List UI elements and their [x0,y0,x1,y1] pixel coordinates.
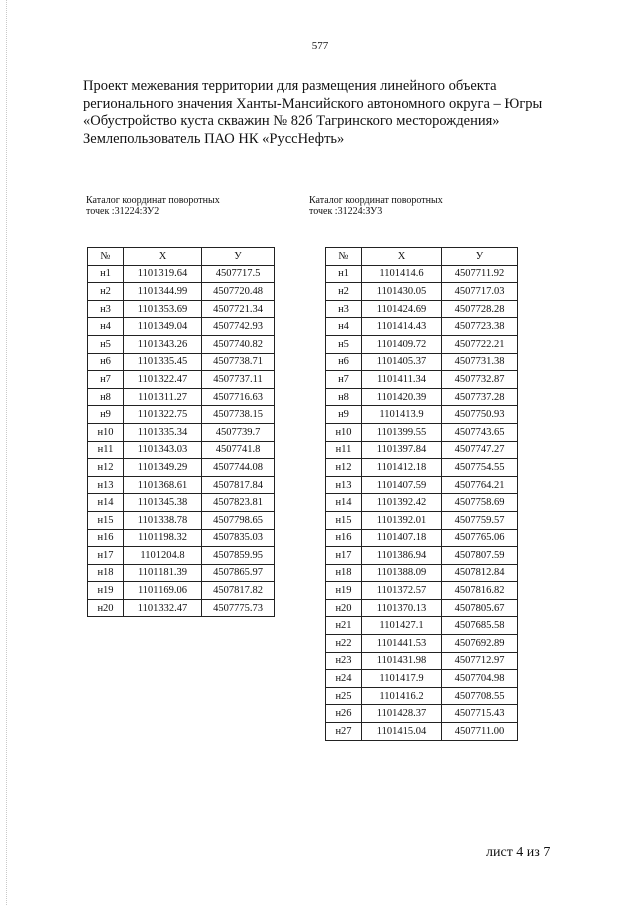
y-coordinate-cell: 4507750.93 [442,406,518,424]
x-coordinate-cell: 1101335.45 [124,353,202,371]
point-number-cell: н5 [326,335,362,353]
table-row [88,494,275,512]
point-number-cell: н9 [88,406,124,424]
x-coordinate-cell: 1101414.43 [362,318,442,336]
header-y: У [442,248,518,266]
x-coordinate-cell: 1101372.57 [362,582,442,600]
point-number-cell: н7 [88,371,124,389]
point-number-cell: н18 [326,564,362,582]
x-coordinate-cell: 1101424.69 [362,300,442,318]
x-coordinate-cell: 1101198.32 [124,529,202,547]
x-coordinate-cell: 1101322.75 [124,406,202,424]
y-coordinate-cell: 4507798.65 [202,511,275,529]
y-coordinate-cell: 4507737.11 [202,371,275,389]
table-row [88,476,275,494]
table-row [88,318,275,336]
y-coordinate-cell: 4507685.58 [442,617,518,635]
point-number-cell: н12 [326,459,362,477]
table-row [326,265,518,283]
table-row [88,564,275,582]
table-row [326,353,518,371]
y-coordinate-cell: 4507708.55 [442,687,518,705]
table-row [326,547,518,565]
point-number-cell: н10 [326,423,362,441]
x-coordinate-cell: 1101411.34 [362,371,442,389]
point-number-cell: н24 [326,670,362,688]
coordinates-table-zu2 [87,247,275,617]
y-coordinate-cell: 4507692.89 [442,635,518,653]
y-coordinate-cell: 4507758.69 [442,494,518,512]
point-number-cell: н1 [88,265,124,283]
caption-line: Каталог координат поворотных [86,195,220,206]
x-coordinate-cell: 1101420.39 [362,388,442,406]
table-header-row [88,248,275,266]
x-coordinate-cell: 1101386.94 [362,547,442,565]
table-row [326,388,518,406]
y-coordinate-cell: 4507805.67 [442,599,518,617]
y-coordinate-cell: 4507816.82 [442,582,518,600]
table-row [326,723,518,741]
point-number-cell: н13 [88,476,124,494]
y-coordinate-cell: 4507711.92 [442,265,518,283]
y-coordinate-cell: 4507817.84 [202,476,275,494]
header-x: X [124,248,202,266]
y-coordinate-cell: 4507738.71 [202,353,275,371]
table-row [88,441,275,459]
table-row [88,353,275,371]
y-coordinate-cell: 4507742.93 [202,318,275,336]
x-coordinate-cell: 1101431.98 [362,652,442,670]
table-row [326,670,518,688]
x-coordinate-cell: 1101338.78 [124,511,202,529]
x-coordinate-cell: 1101413.9 [362,406,442,424]
header-number: № [88,248,124,266]
point-number-cell: н16 [88,529,124,547]
table-row [326,511,518,529]
table-row [88,300,275,318]
table-row [326,617,518,635]
point-number-cell: н14 [88,494,124,512]
x-coordinate-cell: 1101349.29 [124,459,202,477]
x-coordinate-cell: 1101407.18 [362,529,442,547]
point-number-cell: н26 [326,705,362,723]
title-line: Проект межевания территории для размещения линейного объекта [83,78,497,94]
y-coordinate-cell: 4507743.65 [442,423,518,441]
y-coordinate-cell: 4507812.84 [442,564,518,582]
y-coordinate-cell: 4507728.28 [442,300,518,318]
catalog-caption-zu3 [309,195,443,217]
table-row [326,635,518,653]
document-title [83,78,603,148]
caption-line: точек :31224:ЗУ2 [86,206,160,217]
table-row [88,529,275,547]
point-number-cell: н5 [88,335,124,353]
point-number-cell: н21 [326,617,362,635]
y-coordinate-cell: 4507744.08 [202,459,275,477]
point-number-cell: н10 [88,423,124,441]
y-coordinate-cell: 4507765.06 [442,529,518,547]
point-number-cell: н16 [326,529,362,547]
y-coordinate-cell: 4507740.82 [202,335,275,353]
y-coordinate-cell: 4507715.43 [442,705,518,723]
point-number-cell: н6 [88,353,124,371]
table-header-row [326,248,518,266]
x-coordinate-cell: 1101343.26 [124,335,202,353]
y-coordinate-cell: 4507720.48 [202,283,275,301]
point-number-cell: н11 [88,441,124,459]
scan-edge [6,0,8,905]
x-coordinate-cell: 1101430.05 [362,283,442,301]
table-row [326,423,518,441]
title-line: «Обустройство куста скважин № 82б Тагринского месторождения» [83,113,500,129]
y-coordinate-cell: 4507747.27 [442,441,518,459]
x-coordinate-cell: 1101344.99 [124,283,202,301]
header-y: У [202,248,275,266]
point-number-cell: н20 [88,599,124,617]
x-coordinate-cell: 1101204.8 [124,547,202,565]
y-coordinate-cell: 4507721.34 [202,300,275,318]
caption-line: Каталог координат поворотных [309,195,443,206]
point-number-cell: н27 [326,723,362,741]
y-coordinate-cell: 4507775.73 [202,599,275,617]
point-number-cell: н8 [88,388,124,406]
table-row [326,705,518,723]
point-number-cell: н15 [88,511,124,529]
caption-line: точек :31224:ЗУ3 [309,206,383,217]
point-number-cell: н19 [326,582,362,600]
point-number-cell: н12 [88,459,124,477]
point-number-cell: н19 [88,582,124,600]
point-number-cell: н1 [326,265,362,283]
y-coordinate-cell: 4507722.21 [442,335,518,353]
y-coordinate-cell: 4507731.38 [442,353,518,371]
x-coordinate-cell: 1101414.6 [362,265,442,283]
point-number-cell: н8 [326,388,362,406]
y-coordinate-cell: 4507759.57 [442,511,518,529]
point-number-cell: н20 [326,599,362,617]
point-number-cell: н3 [326,300,362,318]
point-number-cell: н13 [326,476,362,494]
table-row [326,476,518,494]
table-row [326,564,518,582]
table-row [326,652,518,670]
x-coordinate-cell: 1101368.61 [124,476,202,494]
x-coordinate-cell: 1101181.39 [124,564,202,582]
table-row [326,529,518,547]
point-number-cell: н6 [326,353,362,371]
table-row [88,283,275,301]
table-row [88,335,275,353]
coordinates-table-zu3 [325,247,518,741]
x-coordinate-cell: 1101412.18 [362,459,442,477]
y-coordinate-cell: 4507717.03 [442,283,518,301]
x-coordinate-cell: 1101332.47 [124,599,202,617]
point-number-cell: н4 [326,318,362,336]
x-coordinate-cell: 1101345.38 [124,494,202,512]
y-coordinate-cell: 4507732.87 [442,371,518,389]
x-coordinate-cell: 1101428.37 [362,705,442,723]
table-row [326,335,518,353]
y-coordinate-cell: 4507738.15 [202,406,275,424]
x-coordinate-cell: 1101399.55 [362,423,442,441]
header-x: X [362,248,442,266]
y-coordinate-cell: 4507723.38 [442,318,518,336]
y-coordinate-cell: 4507823.81 [202,494,275,512]
x-coordinate-cell: 1101407.59 [362,476,442,494]
x-coordinate-cell: 1101343.03 [124,441,202,459]
x-coordinate-cell: 1101417.9 [362,670,442,688]
point-number-cell: н15 [326,511,362,529]
x-coordinate-cell: 1101322.47 [124,371,202,389]
title-line: Землепользователь ПАО НК «РуссНефть» [83,130,345,147]
x-coordinate-cell: 1101392.42 [362,494,442,512]
table-row [326,441,518,459]
table-row [326,494,518,512]
point-number-cell: н2 [326,283,362,301]
table-row [88,511,275,529]
y-coordinate-cell: 4507711.00 [442,723,518,741]
table-row [326,687,518,705]
table-row [88,371,275,389]
x-coordinate-cell: 1101311.27 [124,388,202,406]
table-row [326,599,518,617]
table-row [88,265,275,283]
y-coordinate-cell: 4507865.97 [202,564,275,582]
y-coordinate-cell: 4507741.8 [202,441,275,459]
y-coordinate-cell: 4507704.98 [442,670,518,688]
x-coordinate-cell: 1101388.09 [362,564,442,582]
x-coordinate-cell: 1101415.04 [362,723,442,741]
point-number-cell: н14 [326,494,362,512]
x-coordinate-cell: 1101319.64 [124,265,202,283]
table-row [326,459,518,477]
page-number: 577 [311,40,329,52]
y-coordinate-cell: 4507737.28 [442,388,518,406]
point-number-cell: н17 [88,547,124,565]
table-row [88,388,275,406]
point-number-cell: н22 [326,635,362,653]
y-coordinate-cell: 4507712.97 [442,652,518,670]
point-number-cell: н17 [326,547,362,565]
header-number: № [326,248,362,266]
y-coordinate-cell: 4507754.55 [442,459,518,477]
table-row [88,547,275,565]
x-coordinate-cell: 1101169.06 [124,582,202,600]
table-row [88,459,275,477]
table-row [88,599,275,617]
sheet-counter: лист 4 из 7 [486,845,551,860]
x-coordinate-cell: 1101370.13 [362,599,442,617]
point-number-cell: н9 [326,406,362,424]
y-coordinate-cell: 4507764.21 [442,476,518,494]
title-line: регионального значения Ханты-Мансийского автономного округа – Югры [83,95,543,112]
table-row [326,283,518,301]
x-coordinate-cell: 1101441.53 [362,635,442,653]
x-coordinate-cell: 1101409.72 [362,335,442,353]
x-coordinate-cell: 1101392.01 [362,511,442,529]
x-coordinate-cell: 1101397.84 [362,441,442,459]
catalog-caption-zu2 [86,195,220,217]
x-coordinate-cell: 1101335.34 [124,423,202,441]
y-coordinate-cell: 4507807.59 [442,547,518,565]
x-coordinate-cell: 1101405.37 [362,353,442,371]
table-row [88,423,275,441]
point-number-cell: н3 [88,300,124,318]
table-row [326,371,518,389]
point-number-cell: н4 [88,318,124,336]
x-coordinate-cell: 1101349.04 [124,318,202,336]
table-row [88,406,275,424]
point-number-cell: н18 [88,564,124,582]
y-coordinate-cell: 4507835.03 [202,529,275,547]
y-coordinate-cell: 4507717.5 [202,265,275,283]
point-number-cell: н2 [88,283,124,301]
point-number-cell: н23 [326,652,362,670]
table-row [88,582,275,600]
table-row [326,300,518,318]
x-coordinate-cell: 1101416.2 [362,687,442,705]
y-coordinate-cell: 4507716.63 [202,388,275,406]
y-coordinate-cell: 4507817.82 [202,582,275,600]
table-row [326,582,518,600]
y-coordinate-cell: 4507859.95 [202,547,275,565]
point-number-cell: н11 [326,441,362,459]
point-number-cell: н7 [326,371,362,389]
x-coordinate-cell: 1101427.1 [362,617,442,635]
x-coordinate-cell: 1101353.69 [124,300,202,318]
point-number-cell: н25 [326,687,362,705]
table-row [326,318,518,336]
table-row [326,406,518,424]
y-coordinate-cell: 4507739.7 [202,423,275,441]
